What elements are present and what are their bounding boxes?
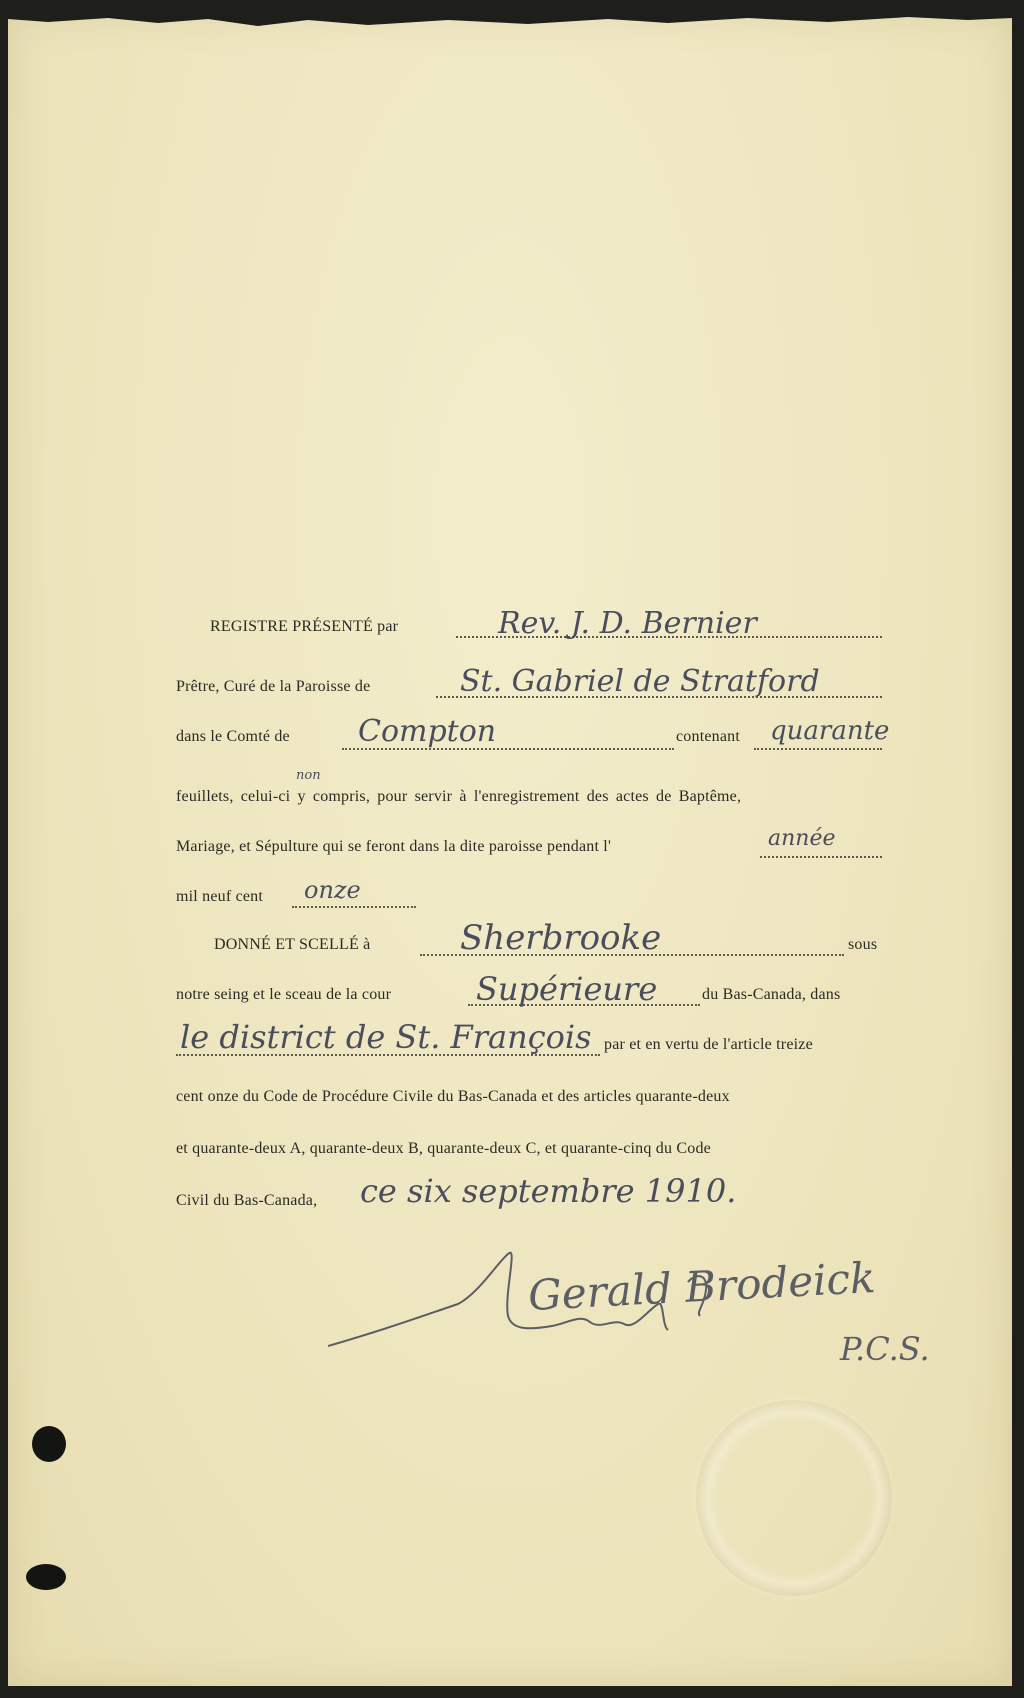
vertu-label: par et en vertu de l'article treize — [604, 1036, 813, 1053]
contenant-value: quarante — [770, 716, 890, 746]
mariage-text: Mariage, et Sépulture qui se feront dans la dite paroisse pendant l' — [176, 838, 612, 855]
feuillets-text: feuillets, celui-ci y compris, pour servir à l'enregistrement des actes de Baptême, — [176, 788, 742, 805]
contenant-label: contenant — [676, 728, 740, 745]
donne-scelle-label: DONNÉ ET SCELLÉ à — [214, 936, 371, 953]
mil-neuf-cent-value: onze — [304, 876, 361, 904]
mil-neuf-cent-label: mil neuf cent — [176, 888, 264, 905]
code-text-1: cent onze du Code de Procédure Civile du Bas-Canada et des articles quarante-deux — [176, 1088, 730, 1105]
mil-neuf-cent-line — [292, 906, 416, 908]
date-value: ce six septembre 1910. — [360, 1172, 737, 1210]
non-insert: non — [296, 768, 321, 783]
signature-name: Gerald Brodeick — [526, 1252, 877, 1321]
register-page — [8, 14, 1012, 1686]
embossed-seal — [696, 1400, 892, 1596]
contenant-line — [754, 748, 882, 750]
code-text-2: et quarante-deux A, quarante-deux B, quarante-deux C, et quarante-cinq du Code — [176, 1140, 711, 1157]
civil-label: Civil du Bas-Canada, — [176, 1192, 318, 1209]
paroisse-label: Prêtre, Curé de la Paroisse de — [176, 678, 371, 695]
binding-hole-bottom — [26, 1564, 66, 1590]
paroisse-value: St. Gabriel de Stratford — [460, 664, 820, 699]
binding-hole-top — [32, 1426, 66, 1462]
torn-top-edge — [8, 14, 1012, 32]
presente-par-value: Rev. J. D. Bernier — [498, 606, 757, 641]
sous-label: sous — [848, 936, 878, 953]
district-value: le district de St. François — [180, 1018, 592, 1056]
comte-value: Compton — [358, 714, 497, 749]
bas-canada-label: du Bas-Canada, dans — [702, 986, 841, 1003]
cour-value: Supérieure — [476, 970, 658, 1008]
pendant-value: année — [768, 826, 836, 851]
pendant-line — [760, 856, 882, 858]
registre-presente-label: REGISTRE PRÉSENTÉ par — [210, 618, 399, 635]
seing-label: notre seing et le sceau de la cour — [176, 986, 392, 1003]
comte-label: dans le Comté de — [176, 728, 290, 745]
signature-title: P.C.S. — [840, 1330, 930, 1368]
donne-value: Sherbrooke — [460, 918, 662, 958]
